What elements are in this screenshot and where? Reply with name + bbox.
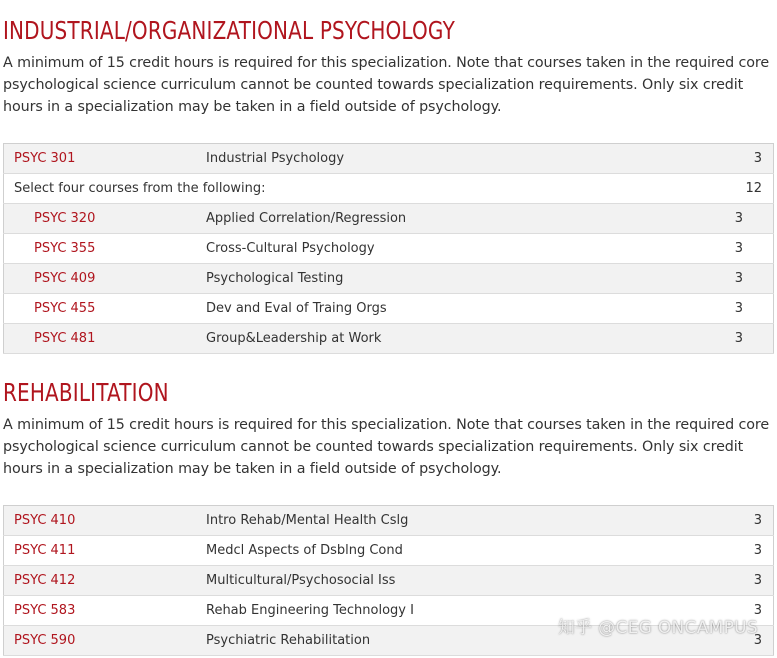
course-code-cell [4,566,207,596]
course-title: Multicultural/Psychosocial Iss [206,566,666,596]
course-code-cell [4,596,207,626]
course-link[interactable]: PSYC 320 [34,211,96,226]
table-row [4,144,774,174]
course-hours: 3 [666,234,774,264]
course-code-cell [4,144,207,174]
course-code-cell [4,294,207,324]
course-code-cell [4,536,207,566]
course-title: Industrial Psychology [206,144,666,174]
table-row [4,264,774,294]
course-link[interactable]: PSYC 410 [14,513,76,528]
course-table [3,143,774,354]
table-row [4,324,774,354]
course-hours: 3 [666,264,774,294]
course-link[interactable]: PSYC 583 [14,603,76,618]
section-description: A minimum of 15 credit hours is required for this specialization. Note that courses taken in the required core psychological science curriculum cannot be counted towards specialization requirements. Only six credit hours in a specialization may be taken in a field outside of psychology. [3,55,770,115]
course-link[interactable]: PSYC 411 [14,543,76,558]
course-title: Cross-Cultural Psychology [206,234,666,264]
course-code-cell [4,626,207,656]
table-row [4,536,774,566]
course-link[interactable]: PSYC 481 [34,331,96,346]
section-description: A minimum of 15 credit hours is required for this specialization. Note that courses taken in the required core psychological science curriculum cannot be counted towards specialization requirements. Only six credit hours in a specialization may be taken in a field outside of psychology. [3,417,770,477]
course-code-cell [4,506,207,536]
course-title: Rehab Engineering Technology I [206,596,666,626]
table-row [4,566,774,596]
course-link[interactable]: PSYC 455 [34,301,96,316]
section-heading: INDUSTRIAL/ORGANIZATIONAL PSYCHOLOGY [3,16,455,45]
course-title: Intro Rehab/Mental Health Cslg [206,506,666,536]
section-heading: REHABILITATION [3,378,169,407]
table-row [4,294,774,324]
course-title: Psychological Testing [206,264,666,294]
table-row [4,174,774,204]
course-hours: 3 [666,294,774,324]
course-code-cell [4,264,207,294]
course-link[interactable]: PSYC 412 [14,573,76,588]
course-hours: 3 [666,626,774,656]
select-hours: 12 [666,174,774,204]
course-title: Medcl Aspects of Dsblng Cond [206,536,666,566]
course-code-cell [4,234,207,264]
course-link[interactable]: PSYC 355 [34,241,96,256]
course-title: Psychiatric Rehabilitation [206,626,666,656]
course-title: Group&Leadership at Work [206,324,666,354]
course-link[interactable]: PSYC 301 [14,151,76,166]
watermark: 知乎 @CEG ONCAMPUS [557,618,758,638]
course-hours: 3 [666,506,774,536]
section-industrial-organizational [3,16,774,354]
course-hours: 3 [666,144,774,174]
select-note: Select four courses from the following: [4,174,667,204]
table-row [4,234,774,264]
course-code-cell [4,324,207,354]
course-link[interactable]: PSYC 590 [14,633,76,648]
course-link[interactable]: PSYC 409 [34,271,96,286]
course-hours: 3 [666,536,774,566]
course-hours: 3 [666,324,774,354]
course-title: Dev and Eval of Traing Orgs [206,294,666,324]
course-hours: 3 [666,596,774,626]
table-row [4,506,774,536]
course-hours: 3 [666,566,774,596]
table-row [4,204,774,234]
course-title: Applied Correlation/Regression [206,204,666,234]
course-hours: 3 [666,204,774,234]
course-code-cell [4,204,207,234]
